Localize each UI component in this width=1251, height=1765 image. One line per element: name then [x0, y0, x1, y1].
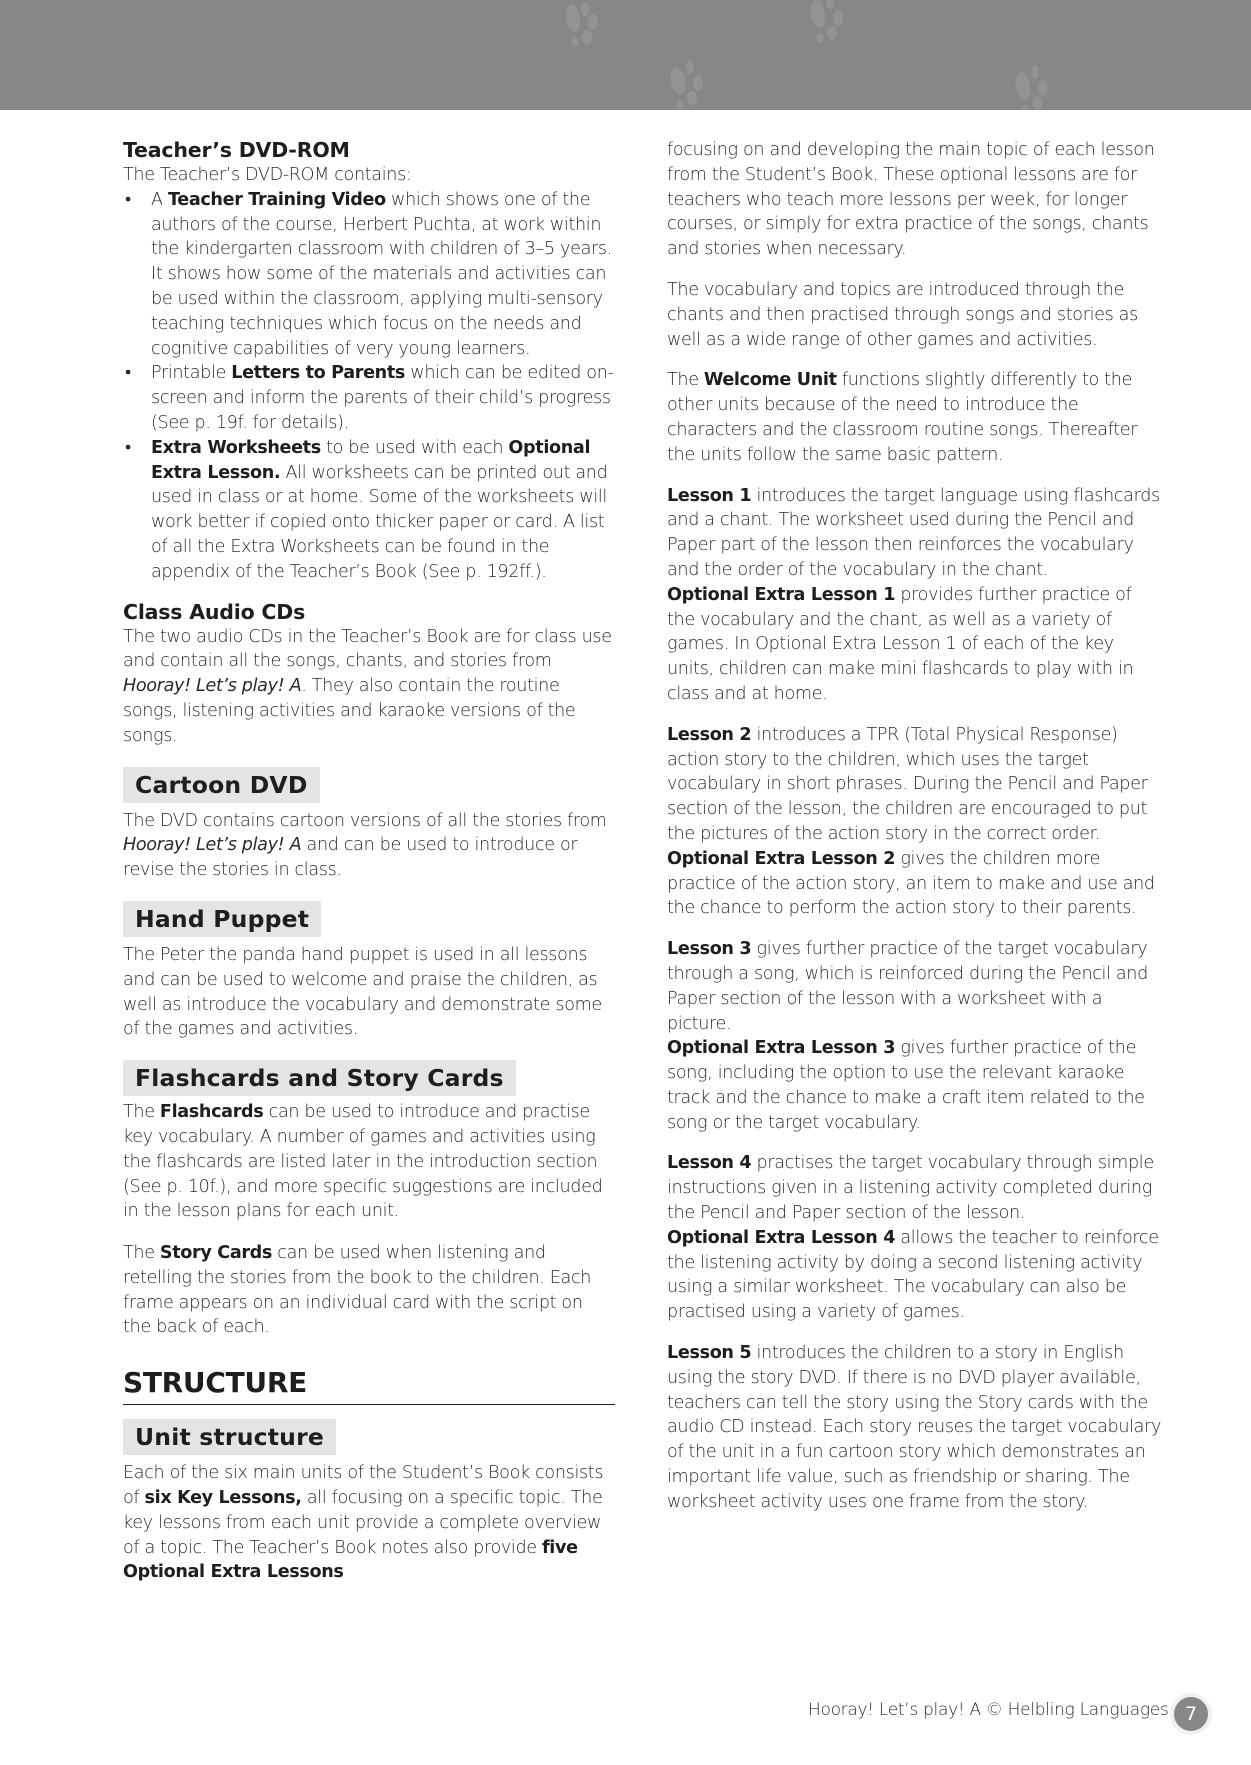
lesson-description: Lesson 5 introduces the children to a story in English using the story DVD. If there is no DVD player available, teachers can tell the story using the Story cards with the audio CD instead. Each story reuses the target vocabulary of the unit in a fun cartoon story which demonstrates an important life value, such as friendship or sharing. The worksheet activity uses one frame from the story. — [667, 1343, 1162, 1512]
section-heading: Unit structure — [123, 1419, 336, 1455]
section-heading: Class Audio CDs — [123, 599, 306, 624]
lesson-block — [667, 1341, 1163, 1515]
section-teachers-dvd-rom — [123, 137, 615, 585]
footer-copyright: Hooray! Let’s play! A © Helbling Languages — [808, 1700, 1169, 1720]
section-structure — [123, 1366, 615, 1585]
section-cartoon-dvd — [123, 767, 615, 883]
paw-print-icon — [1005, 60, 1065, 110]
optional-lesson-description: Optional Extra Lesson 1 provides further practice of the vocabulary and the chant, as well as a variety of games. In Optional Extra Lesson 1 of each of the key units, children can make mini flashcards to play with in class and at home. — [667, 584, 1134, 704]
section-hand-puppet — [123, 901, 615, 1042]
section-flashcards-story-cards — [123, 1060, 615, 1340]
lesson-description: Lesson 3 gives further practice of the target vocabulary through a song, which is reinforced during the Pencil and Paper section of the lesson with a worksheet with a picture. — [667, 939, 1148, 1034]
paw-print-icon — [800, 0, 860, 48]
lesson-description: Lesson 2 introduces a TPR (Total Physical Response) action story to the children, which uses the target vocabulary in short phrases. During the Pencil and Paper section of the lesson, the children are encouraged to put the pictures of the action story in the correct order. — [667, 724, 1148, 844]
left-column — [123, 137, 615, 1585]
section-heading: Flashcards and Story Cards — [123, 1060, 516, 1096]
header-banner — [0, 0, 1251, 110]
list-item: • A Teacher Training Video which shows one of the authors of the course, Herbert Puchta, at work within the kindergarten classroom with children of 3–5 years. It shows how some of the materials and activities can be used within the classroom, applying multi-sensory teaching techniques which focus on the needs and cognitive capabilities of very young learners. — [123, 188, 615, 362]
list-item: • Extra Worksheets to be used with each Optional Extra Lesson. All worksheets can be printed out and used in class or at home. Some of the worksheets will work better if copied onto thicker paper or card. A list of all the Extra Worksheets can be found in the appendix of the Teacher’s Book (See p. 192ff.). — [123, 436, 615, 585]
page-number: 7 — [1170, 1693, 1212, 1735]
dvd-rom-contents-list — [123, 188, 615, 585]
paragraph: The Story Cards can be used when listening and retelling the stories from the book to the children. Each frame appears on an individual card with the script on the back of each. — [123, 1243, 592, 1338]
optional-lesson-description: Optional Extra Lesson 3 gives further practice of the song, including the option to use the relevant karaoke track and the chance to make a craft item related to the song or the target vocabulary. — [667, 1038, 1145, 1133]
section-heading: Hand Puppet — [123, 901, 321, 937]
paragraph: The two audio CDs in the Teacher’s Book are for class use and contain all the songs, chants, and stories from Hooray! Let’s play! A. They also contain the routine songs, listening activities and karaoke versions of the songs. — [123, 626, 612, 746]
structure-heading: STRUCTURE — [123, 1366, 615, 1405]
paragraph: The Flashcards can be used to introduce and practise key vocabulary. A number of games and activities using the flashcards are listed later in the introduction section (See p. 10f.), and more specific suggestions are included in the lesson plans for each unit. — [123, 1102, 603, 1222]
lesson-block — [667, 1151, 1163, 1325]
lesson-block — [667, 723, 1163, 921]
lesson-block — [667, 484, 1163, 707]
optional-lesson-description: Optional Extra Lesson 4 allows the teacher to reinforce the listening activity by doing a second listening activity using a similar worksheet. The vocabulary can also be practised using a variety of games. — [667, 1227, 1159, 1323]
paragraph: The vocabulary and topics are introduced through the chants and then practised through songs and stories as well as a wide range of other games and activities. — [667, 279, 1138, 350]
paragraph: Each of the six main units of the Student’s Book consists of six Key Lessons, all focusing on a specific topic. The key lessons from each unit provide a complete overview of a topic. The Teacher’s Book notes also provide five Optional Extra Lessons — [123, 1463, 604, 1583]
section-class-audio-cds — [123, 599, 615, 749]
paragraph: The DVD contains cartoon versions of all the stories from Hooray! Let’s play! A and can be used to introduce or revise the stories in class. — [123, 810, 607, 881]
right-column — [667, 138, 1163, 1515]
section-intro: The Teacher’s DVD-ROM contains: — [123, 165, 412, 185]
paragraph: The Peter the panda hand puppet is used in all lessons and can be used to welcome and praise the children, as well as introduce the vocabulary and demonstrate some of the games and activities. — [123, 944, 602, 1040]
paw-print-icon — [555, 0, 615, 52]
paw-print-icon — [660, 55, 720, 110]
optional-lesson-description: Optional Extra Lesson 2 gives the children more practice of the action story, an item to make and use and the chance to perform the action story to their parents. — [667, 848, 1155, 919]
lesson-description: Lesson 1 introduces the target language using flashcards and a chant. The worksheet used during the Pencil and Paper part of the lesson then reinforces the vocabulary and the order of the vocabulary in the chant. — [667, 485, 1160, 580]
section-heading: Cartoon DVD — [123, 767, 320, 803]
lesson-block — [667, 937, 1163, 1135]
lesson-description: Lesson 4 practises the target vocabulary through simple instructions given in a listening activity completed during the Pencil and Paper section of the lesson. — [667, 1153, 1154, 1224]
paragraph: focusing on and developing the main topic of each lesson from the Student’s Book. These optional lessons are for teachers who teach more lessons per week, for longer courses, or simply for extra practice of the songs, chants and stories when necessary. — [667, 140, 1155, 260]
list-item: • Printable Letters to Parents which can be edited on-screen and inform the parents of their child’s progress (See p. 19f. for details). — [123, 361, 615, 435]
paragraph: The Welcome Unit functions slightly differently to the other units because of the need to introduce the characters and the classroom routine songs. Thereafter the units follow the same basic pattern. — [667, 370, 1138, 465]
section-heading: Teacher’s DVD-ROM — [123, 138, 350, 162]
